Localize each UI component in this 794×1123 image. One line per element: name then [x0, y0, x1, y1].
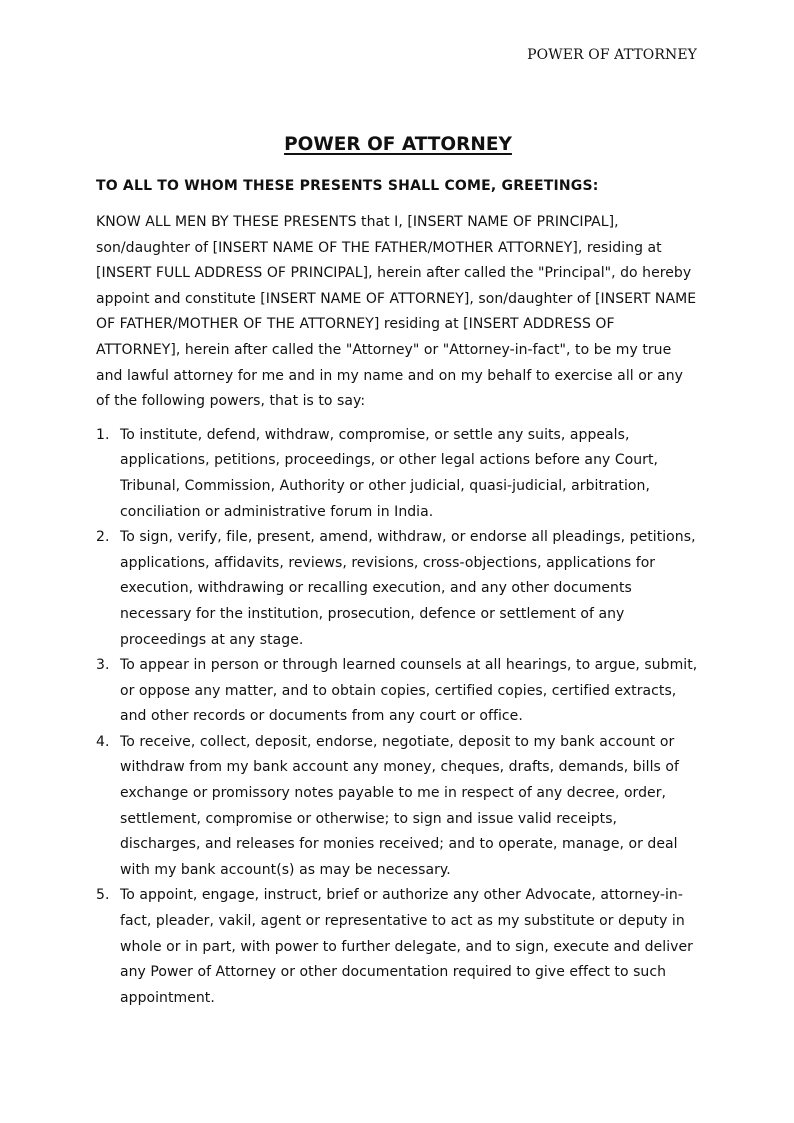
power-item-5	[96, 883, 700, 1011]
power-number: 4.	[96, 733, 110, 750]
power-text: To sign, verify, file, present, amend, withdraw, or endorse all pleadings, petitions, applications, affidavits, reviews, revisions, cross-objections, applications for execution, withdrawing or recalling execution, and any other documents necessary for the institution, prosecution, defence or settlement of any proceedings at any stage.	[120, 529, 696, 648]
power-item-2	[96, 525, 700, 653]
power-number: 1.	[96, 426, 110, 443]
power-number: 2.	[96, 529, 110, 546]
power-item-3	[96, 653, 700, 730]
greeting-line: TO ALL TO WHOM THESE PRESENTS SHALL COME, GREETINGS:	[96, 178, 599, 194]
power-text: To receive, collect, deposit, endorse, negotiate, deposit to my bank account or withdraw from my bank account any money, cheques, drafts, demands, bills of exchange or promissory notes payable to me in respect of any decree, order, settlement, compromise or otherwise; to sign and issue valid receipts, discharges, and releases for monies received; and to operate, manage, or deal with my bank account(s) as may be necessary.	[120, 733, 679, 878]
running-header-title: POWER OF ATTORNEY	[527, 47, 697, 63]
intro-paragraph: KNOW ALL MEN BY THESE PRESENTS that I, [INSERT NAME OF PRINCIPAL], son/daughter of [INSERT NAME OF THE FATHER/MOTHER ATTORNEY], residing at [INSERT FULL ADDRESS OF PRINCIPAL], herein after called the "Principal", do hereby appoint and constitute [INSERT NAME OF ATTORNEY], son/daughter of [INSERT NAME OF FATHER/MOTHER OF THE ATTORNEY] residing at [INSERT ADDRESS OF ATTORNEY], herein after called the "Attorney" or "Attorney-in-fact", to be my true and lawful attorney for me and in my name and on my behalf to exercise all or any of the following powers, that is to say:	[96, 214, 697, 410]
power-text: To appear in person or through learned counsels at all hearings, to argue, submit, or oppose any matter, and to obtain copies, certified copies, certified extracts, and other records or documents from any court or office.	[120, 657, 698, 725]
document-body	[96, 132, 700, 1011]
power-text: To appoint, engage, instruct, brief or authorize any other Advocate, attorney-in-fact, pleader, vakil, agent or representative to act as my substitute or deputy in whole or in part, with power to further delegate, and to sign, execute and deliver any Power of Attorney or other documentation required to give effect to such appointment.	[120, 887, 693, 1006]
power-item-1	[96, 423, 700, 525]
power-number: 3.	[96, 657, 110, 674]
power-number: 5.	[96, 887, 110, 904]
power-text: To institute, defend, withdraw, compromise, or settle any suits, appeals, applications, petitions, proceedings, or other legal actions before any Court, Tribunal, Commission, Authority or other judicial, quasi-judicial, arbitration, conciliation or administrative forum in India.	[120, 426, 659, 520]
powers-list	[96, 423, 700, 1012]
document-title: POWER OF ATTORNEY	[284, 134, 512, 155]
power-item-4	[96, 730, 700, 884]
